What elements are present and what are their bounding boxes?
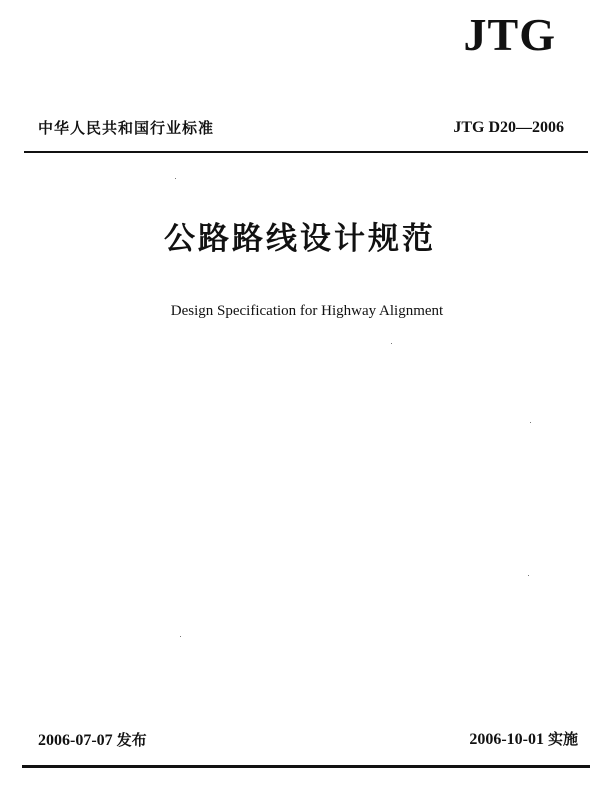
scan-speck [175,178,176,179]
scan-speck [180,636,181,637]
scan-speck [391,343,392,344]
issue-label: 发布 [116,731,147,749]
scan-speck [528,575,529,576]
implementation-date: 2006-10-01 [469,731,544,748]
document-title-chinese: 公路路线设计规范 [164,221,436,257]
implementation-date-line [469,732,578,748]
scan-speck [530,422,531,423]
standard-category: 中华人民共和国行业标准 [38,119,215,137]
document-title-english: Design Specification for Highway Alignment [170,303,444,319]
footer-rule [22,765,590,768]
issue-date: 2006-07-07 [38,732,113,749]
implementation-label: 实施 [547,730,578,748]
header-rule [24,151,588,153]
standard-code: JTG D20—2006 [453,119,564,136]
issue-date-line [38,733,147,749]
jtg-logo: JTG [463,9,556,60]
